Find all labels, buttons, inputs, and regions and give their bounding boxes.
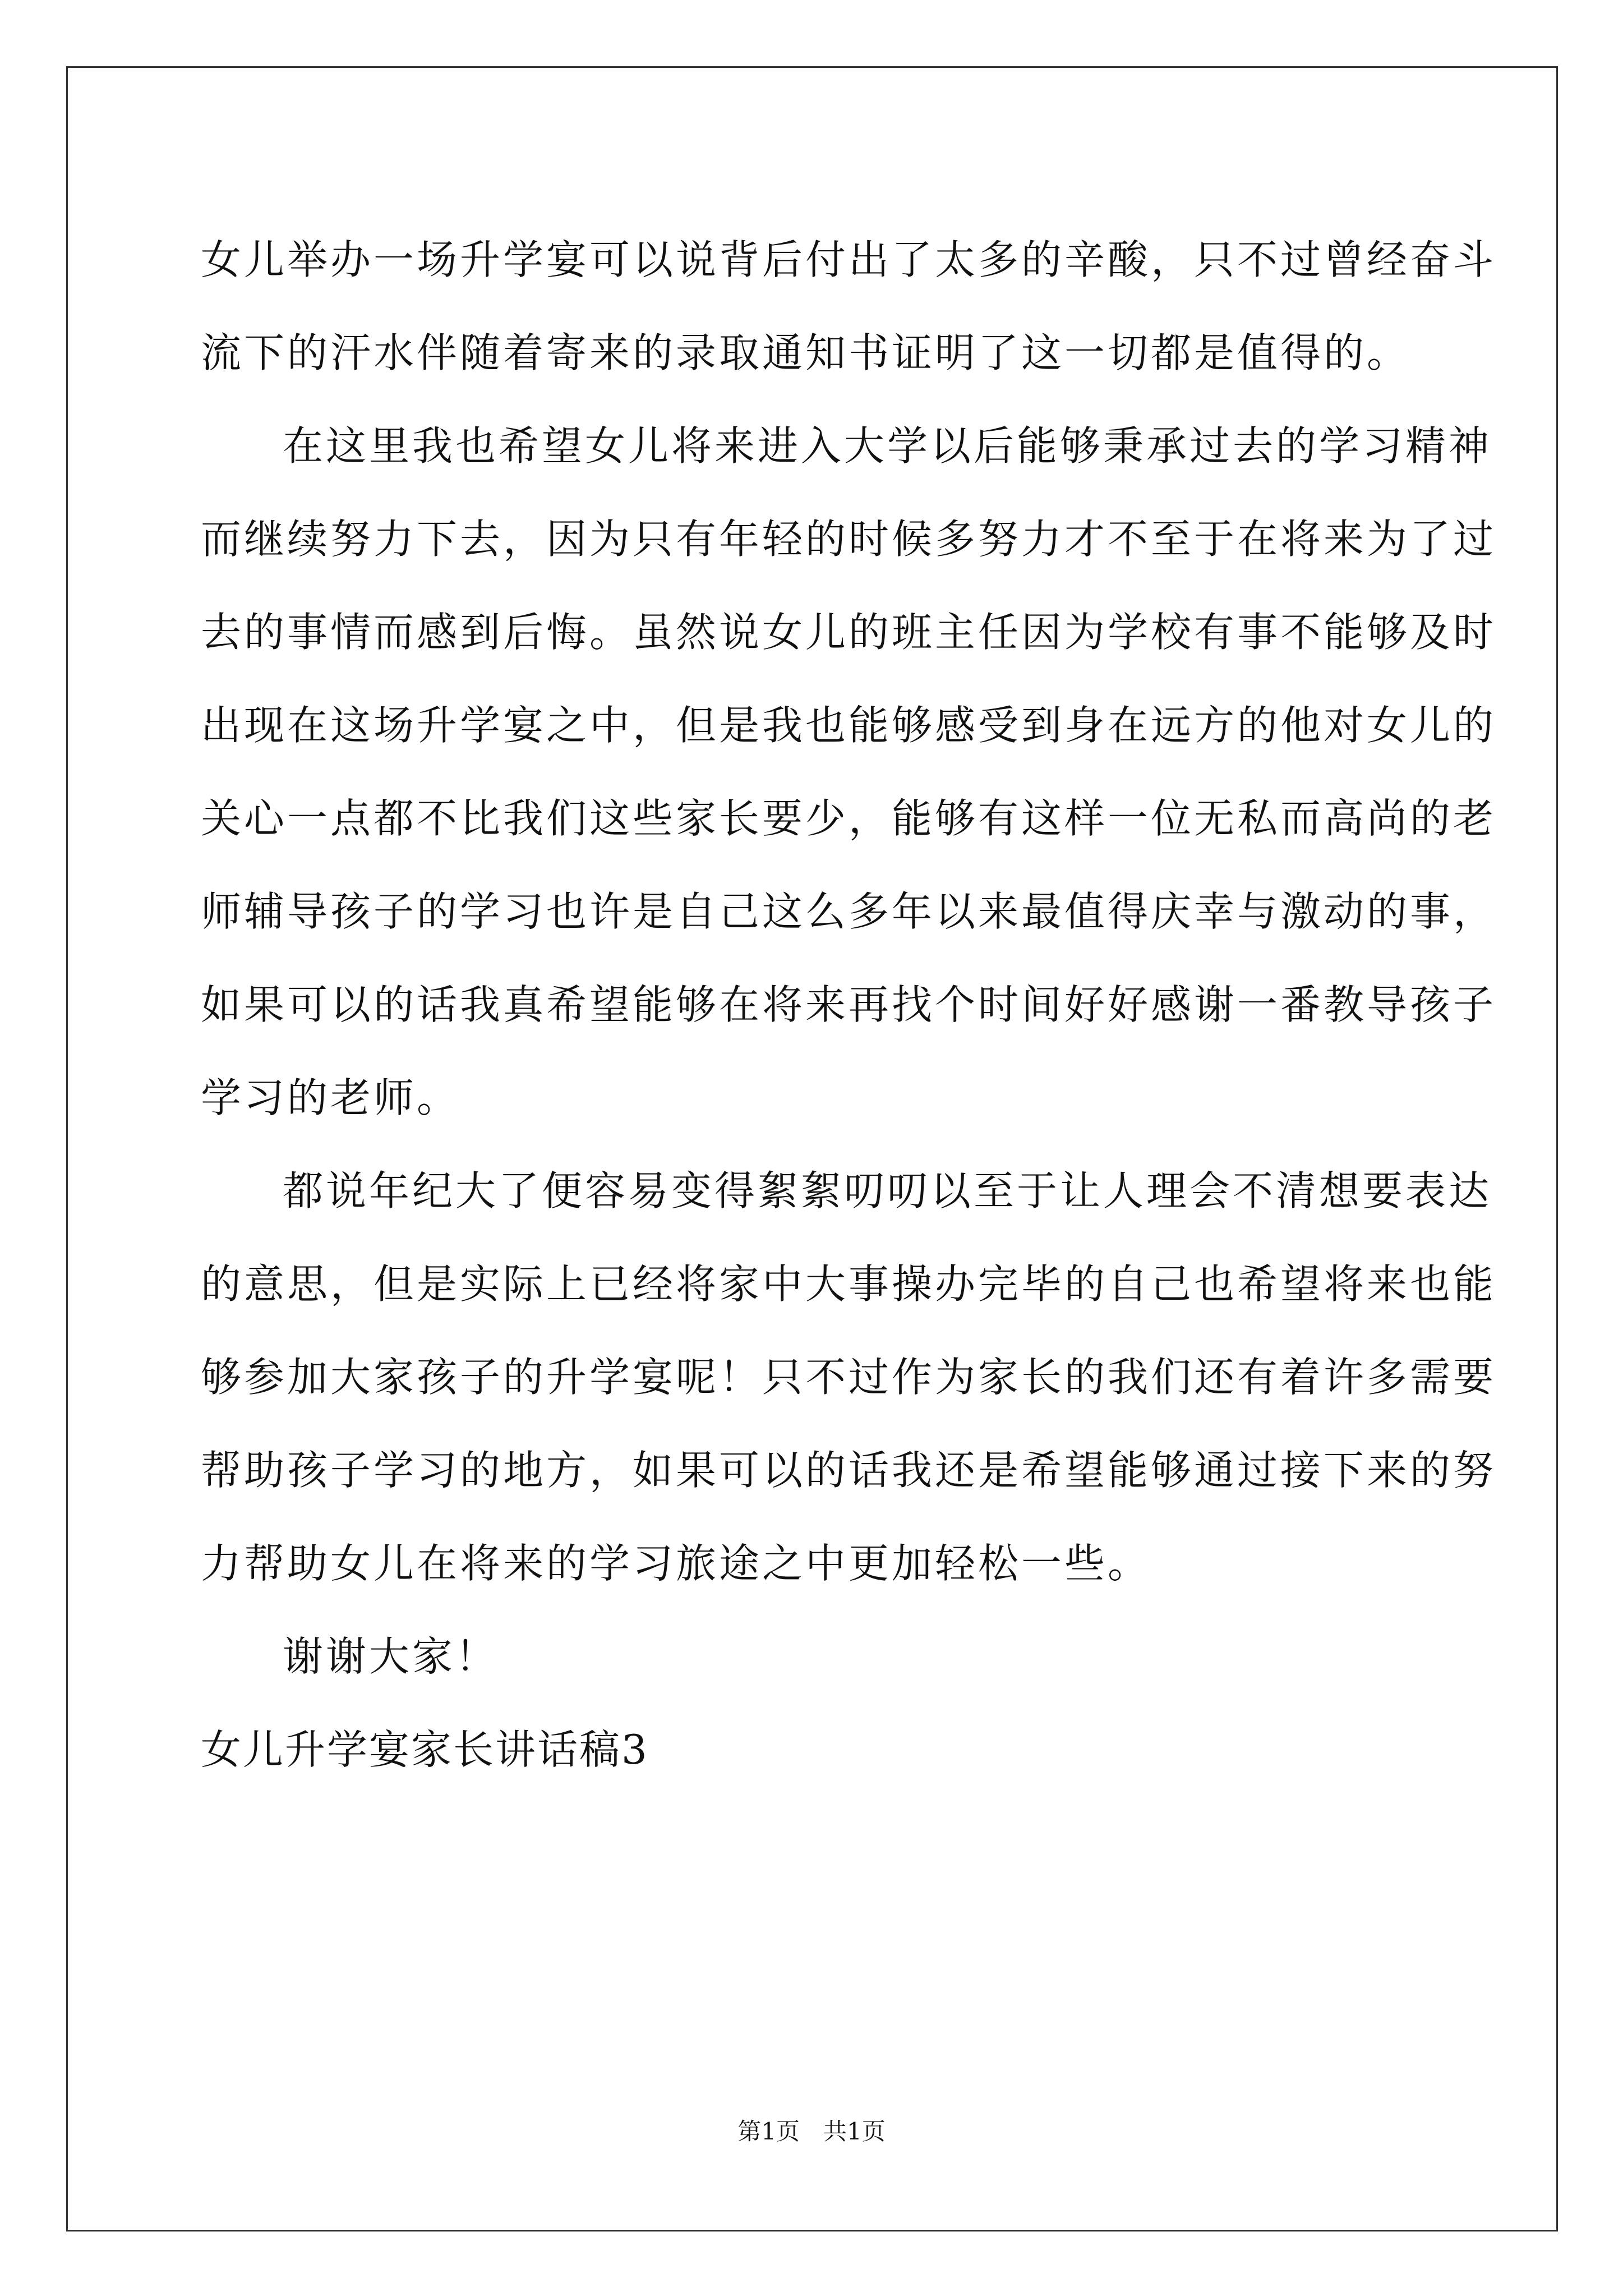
closing-line: 谢谢大家！ [283, 1633, 499, 1680]
text-line: 而继续努力下去，因为只有年轻的时候多努力才不至于在将来为了过 [201, 516, 1497, 563]
text-line: 女儿举办一场升学宴可以说背后付出了太多的辛酸，只不过曾经奋斗 [201, 236, 1497, 283]
section-heading: 女儿升学宴家长讲话稿3 [201, 1726, 649, 1773]
text-line: 够参加大家孩子的升学宴呢！只不过作为家长的我们还有着许多需要 [201, 1354, 1497, 1401]
text-line: 学习的老师。 [201, 1074, 460, 1121]
text-line: 力帮助女儿在将来的学习旅途之中更加轻松一些。 [201, 1540, 1151, 1587]
text-line: 去的事情而感到后悔。虽然说女儿的班主任因为学校有事不能够及时 [201, 609, 1497, 656]
text-line: 关心一点都不比我们这些家长要少，能够有这样一位无私而高尚的老 [201, 795, 1497, 842]
text-line: 帮助孩子学习的地方，如果可以的话我还是希望能够通过接下来的努 [201, 1447, 1497, 1494]
document-body [201, 213, 1497, 1796]
text-line: 出现在这场升学宴之中，但是我也能够感受到身在远方的他对女儿的 [201, 702, 1497, 749]
text-line: 如果可以的话我真希望能够在将来再找个时间好好感谢一番教导孩子 [201, 981, 1497, 1028]
text-line: 在这里我也希望女儿将来进入大学以后能够秉承过去的学习精神 [283, 422, 1492, 470]
text-line: 流下的汗水伴随着寄来的录取通知书证明了这一切都是值得的。 [201, 329, 1410, 376]
text-line: 都说年纪大了便容易变得絮絮叨叨以至于让人理会不清想要表达 [283, 1167, 1492, 1214]
text-line: 的意思，但是实际上已经将家中大事操办完毕的自己也希望将来也能 [201, 1260, 1497, 1308]
page-footer: 第1页 共1页 [737, 2118, 886, 2145]
text-line: 师辅导孩子的学习也许是自己这么多年以来最值得庆幸与激动的事， [201, 888, 1497, 935]
